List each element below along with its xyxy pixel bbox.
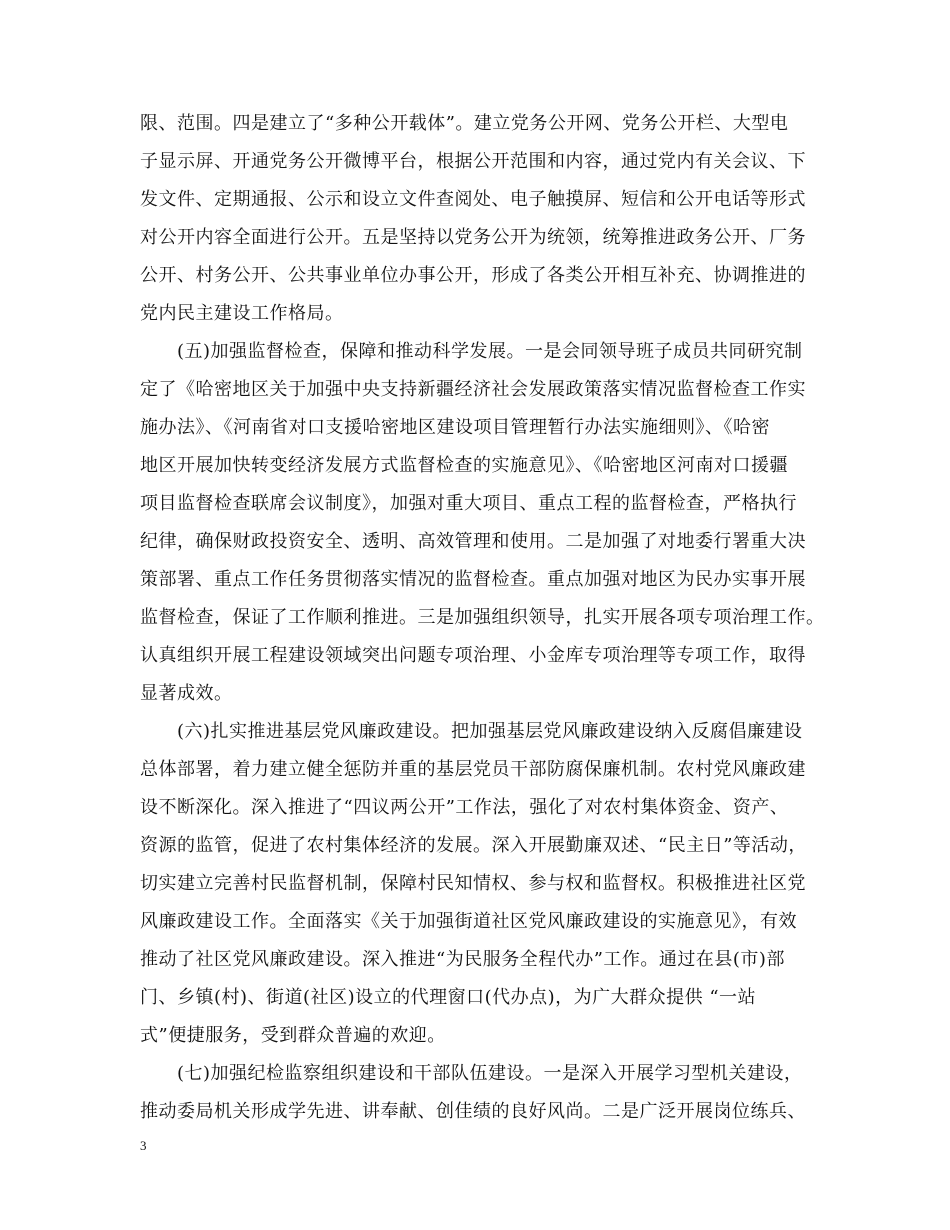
text-line: 风廉政建设工作。全面落实《关于加强街道社区党风廉政建设的实施意见》，有效 <box>140 911 797 932</box>
text-line: 监督检查，保证了工作顺利推进。三是加强组织领导，扎实开展各项专项治理工作。 <box>140 607 825 628</box>
text-line: 发文件、定期通报、公示和设立文件查阅处、电子触摸屏、短信和公开电话等形式 <box>140 189 806 210</box>
text-line: 认真组织开展工程建设领域突出问题专项治理、小金库专项治理等专项工作，取得 <box>140 645 806 666</box>
text-line: 子显示屏、开通党务公开微博平台，根据公开范围和内容，通过党内有关会议、下 <box>140 151 806 172</box>
text-line: 推动委局机关形成学先进、讲奉献、创佳绩的良好风尚。二是广泛开展岗位练兵、 <box>140 1101 806 1122</box>
text-line: (七)加强纪检监察组织建设和干部队伍建设。一是深入开展学习型机关建设， <box>140 1063 803 1084</box>
text-line: 施办法》、《河南省对口支援哈密地区建设项目管理暂行办法实施细则》、《哈密 <box>140 417 770 438</box>
text-line: 总体部署，着力建立健全惩防并重的基层党员干部防腐保廉机制。农村党风廉政建 <box>140 759 806 780</box>
text-line: 推动了社区党风廉政建设。深入推进“为民服务全程代办”工作。通过在县(市)部 <box>140 949 785 970</box>
text-line: 策部署、重点工作任务贯彻落实情况的监督检查。重点加强对地区为民办实事开展 <box>140 569 806 590</box>
text-line: 设不断深化。深入推进了“四议两公开”工作法，强化了对农村集体资金、资产、 <box>140 797 789 818</box>
text-line: 显著成效。 <box>140 683 233 704</box>
text-line: 项目监督检查联席会议制度》，加强对重大项目、重点工程的监督检查，严格执行 <box>140 493 797 514</box>
text-line: 限、范围。四是建立了“多种公开载体”。建立党务公开网、党务公开栏、大型电 <box>140 113 789 134</box>
text-line: 地区开展加快转变经济发展方式监督检查的实施意见》、《哈密地区河南对口援疆 <box>140 455 788 476</box>
text-line: 切实建立完善村民监督机制，保障村民知情权、参与权和监督权。积极推进社区党 <box>140 873 806 894</box>
text-line: 定了《哈密地区关于加强中央支持新疆经济社会发展政策落实情况监督检查工作实 <box>140 379 806 400</box>
text-line: 纪律，确保财政投资安全、透明、高效管理和使用。二是加强了对地委行署重大决 <box>140 531 806 552</box>
text-line: 公开、村务公开、公共事业单位办事公开，形成了各类公开相互补充、协调推进的 <box>140 265 806 286</box>
page-number: 3 <box>140 1138 147 1153</box>
text-line: (六)扎实推进基层党风廉政建设。把加强基层党风廉政建设纳入反腐倡廉建设 <box>140 721 803 742</box>
text-line: 资源的监管，促进了农村集体经济的发展。深入开展勤廉双述、“民主日”等活动， <box>140 835 807 856</box>
text-line: 门、乡镇(村)、街道(社区)设立的代理窗口(代办点)，为广大群众提供 “一站 <box>140 987 757 1008</box>
text-line: 式”便捷服务，受到群众普遍的欢迎。 <box>140 1025 446 1046</box>
text-line: 对公开内容全面进行公开。五是坚持以党务公开为统领，统筹推进政务公开、厂务 <box>140 227 806 248</box>
text-line: 党内民主建设工作格局。 <box>140 303 344 324</box>
text-line: (五)加强监督检查，保障和推动科学发展。一是会同领导班子成员共同研究制 <box>140 341 803 362</box>
